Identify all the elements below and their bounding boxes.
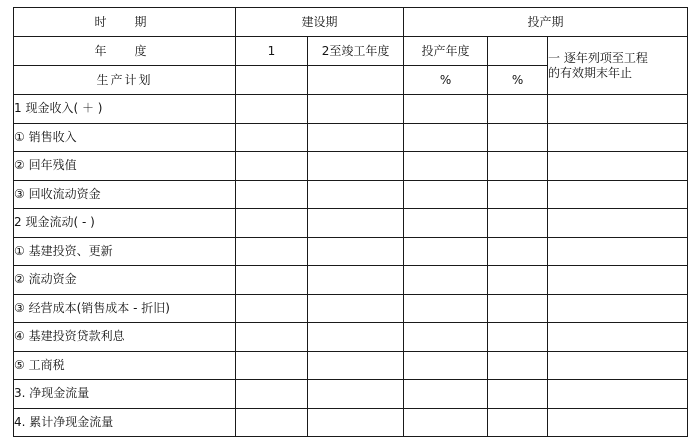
row-cell bbox=[308, 237, 404, 266]
row-cell bbox=[236, 380, 308, 409]
row-cell bbox=[548, 380, 688, 409]
row-cell bbox=[488, 209, 548, 238]
row-cell bbox=[548, 95, 688, 124]
row-cell bbox=[488, 266, 548, 295]
row-cell bbox=[236, 351, 308, 380]
production-note-line-2: 的有效期末年止 bbox=[548, 65, 633, 80]
row-cell bbox=[488, 237, 548, 266]
row-cell bbox=[404, 152, 488, 181]
row-label-industrial-commercial-tax: ⑤ 工商税 bbox=[14, 351, 236, 380]
row-cell bbox=[488, 351, 548, 380]
row-cell bbox=[404, 209, 488, 238]
cash-flow-table bbox=[13, 7, 688, 437]
row-cell bbox=[308, 380, 404, 409]
row-cell bbox=[308, 266, 404, 295]
row-cell bbox=[404, 237, 488, 266]
header-period-label: 时 期 bbox=[14, 8, 236, 37]
header-production-period: 投产期 bbox=[404, 8, 688, 37]
table-row bbox=[14, 152, 688, 181]
row-cell bbox=[488, 323, 548, 352]
row-cell bbox=[236, 408, 308, 437]
header-construction-period: 建设期 bbox=[236, 8, 404, 37]
row-cell bbox=[488, 180, 548, 209]
row-label-recover-working-capital: ③ 回收流动资金 bbox=[14, 180, 236, 209]
row-cell bbox=[548, 180, 688, 209]
row-cell bbox=[548, 237, 688, 266]
table-body bbox=[14, 8, 688, 437]
row-cell bbox=[548, 351, 688, 380]
row-cell bbox=[548, 294, 688, 323]
row-label-loan-interest: ④ 基建投资贷款利息 bbox=[14, 323, 236, 352]
table-row bbox=[14, 95, 688, 124]
plan-prod-percent-1: % bbox=[404, 66, 488, 95]
row-cell bbox=[404, 408, 488, 437]
row-label-working-capital: ② 流动资金 bbox=[14, 266, 236, 295]
row-cell bbox=[308, 351, 404, 380]
row-cell bbox=[308, 294, 404, 323]
row-label-residual-value: ② 回年残值 bbox=[14, 152, 236, 181]
table-row bbox=[14, 209, 688, 238]
row-label-net-cash-flow: 3. 净现金流量 bbox=[14, 380, 236, 409]
header-build-year-1: 1 bbox=[236, 37, 308, 66]
row-cell bbox=[548, 323, 688, 352]
plan-build-1 bbox=[236, 66, 308, 95]
header-production-year: 投产年度 bbox=[404, 37, 488, 66]
row-cell bbox=[236, 294, 308, 323]
table-row bbox=[14, 237, 688, 266]
header-year-label: 年 度 bbox=[14, 37, 236, 66]
header-production-note bbox=[548, 37, 688, 95]
row-cell bbox=[404, 323, 488, 352]
table-row bbox=[14, 380, 688, 409]
plan-prod-percent-2: % bbox=[488, 66, 548, 95]
row-cell bbox=[236, 152, 308, 181]
header-production-plan-label: 生产计划 bbox=[14, 66, 236, 95]
header-production-blank bbox=[488, 37, 548, 66]
row-cell bbox=[488, 408, 548, 437]
row-cell bbox=[548, 152, 688, 181]
row-cell bbox=[404, 266, 488, 295]
row-cell bbox=[236, 323, 308, 352]
row-cell bbox=[308, 180, 404, 209]
row-cell bbox=[488, 294, 548, 323]
table-row bbox=[14, 266, 688, 295]
row-label-cumulative-net-cash-flow: 4. 累计净现金流量 bbox=[14, 408, 236, 437]
table-row bbox=[14, 351, 688, 380]
table-row bbox=[14, 294, 688, 323]
header-build-year-2: 2至竣工年度 bbox=[308, 37, 404, 66]
production-note-line-1: 一 逐年列项至工程 bbox=[548, 50, 648, 65]
row-cell bbox=[404, 180, 488, 209]
table-row bbox=[14, 123, 688, 152]
row-cell bbox=[308, 323, 404, 352]
row-label-cash-income: 1 现金收入( ＋ ) bbox=[14, 95, 236, 124]
row-cell bbox=[236, 180, 308, 209]
row-label-capital-investment-renewal: ① 基建投资、更新 bbox=[14, 237, 236, 266]
plan-build-2 bbox=[308, 66, 404, 95]
table-row bbox=[14, 323, 688, 352]
row-cell bbox=[404, 123, 488, 152]
row-cell bbox=[236, 209, 308, 238]
table-row bbox=[14, 408, 688, 437]
row-cell bbox=[488, 95, 548, 124]
row-cell bbox=[404, 95, 488, 124]
row-cell bbox=[308, 408, 404, 437]
row-cell bbox=[488, 380, 548, 409]
row-cell bbox=[488, 123, 548, 152]
row-cell bbox=[548, 408, 688, 437]
table-row bbox=[14, 180, 688, 209]
row-cell bbox=[548, 123, 688, 152]
row-cell bbox=[404, 380, 488, 409]
header-row-year bbox=[14, 37, 688, 66]
row-cell bbox=[236, 237, 308, 266]
row-cell bbox=[308, 209, 404, 238]
row-cell bbox=[488, 152, 548, 181]
row-cell bbox=[548, 209, 688, 238]
row-cell bbox=[308, 95, 404, 124]
row-cell bbox=[236, 266, 308, 295]
row-label-sales-revenue: ① 销售收入 bbox=[14, 123, 236, 152]
row-cell bbox=[308, 123, 404, 152]
header-row-period bbox=[14, 8, 688, 37]
row-cell bbox=[308, 152, 404, 181]
row-cell bbox=[404, 351, 488, 380]
row-cell bbox=[548, 266, 688, 295]
row-cell bbox=[236, 123, 308, 152]
row-label-operating-cost: ③ 经营成本(销售成本 - 折旧) bbox=[14, 294, 236, 323]
row-cell bbox=[404, 294, 488, 323]
row-label-cash-outflow: 2 现金流动( - ) bbox=[14, 209, 236, 238]
row-cell bbox=[236, 95, 308, 124]
